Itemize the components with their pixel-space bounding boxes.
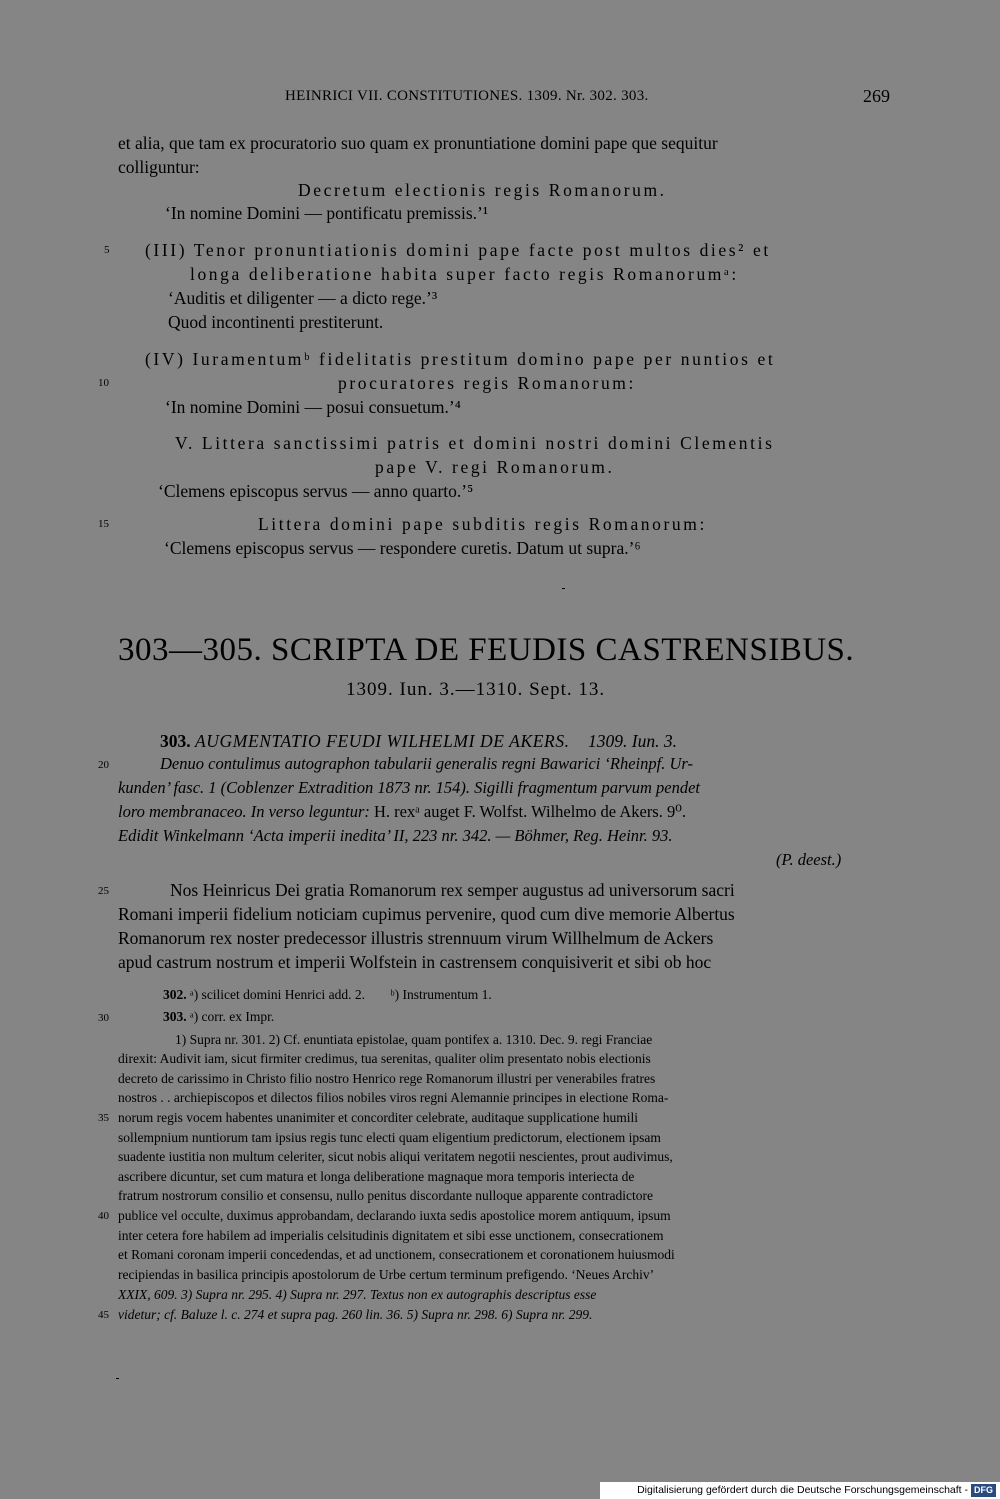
footnote-line: direxit: Audivit iam, sicut firmiter credimus, tua serenitas, qualiter olim presentato nobis electionis <box>118 1051 651 1066</box>
description-italic: loro membranaceo. In verso leguntur: <box>118 802 370 821</box>
line-number: 20 <box>98 759 109 771</box>
footnote-line: ascribere dicuntur, set cum matura et longa deliberatione magnaque mora temporis interiecta de <box>118 1169 635 1184</box>
separator-dot <box>562 588 565 589</box>
note-text: ᵇ) Instrumentum 1. <box>390 987 492 1002</box>
footnote-line: sollempnium nuntiorum tam ipsius regis tunc electi quam eligentium predictorum, electionem ipsam <box>118 1130 661 1145</box>
heading-line: Littera domini pape subditis regis Romanorum: <box>258 514 707 534</box>
line-number: 25 <box>98 885 109 897</box>
section-title: 303—305. SCRIPTA DE FEUDIS CASTRENSIBUS. <box>118 632 855 668</box>
heading-line: pape V. regi Romanorum. <box>375 457 615 477</box>
line-number: 35 <box>98 1112 109 1124</box>
text-line: Romanorum rex noster predecessor illustris strennuum virum Willhelmum de Ackers <box>118 928 714 948</box>
description-line: Denuo contulimus autographon tabularii generalis regni Bawarici ‘Rheinpf. Ur- <box>160 754 693 773</box>
heading-line: (III) Tenor pronuntiationis domini pape facte post multos dies² et <box>145 240 771 260</box>
critical-note <box>163 985 492 1005</box>
text-line: Nos Heinricus Dei gratia Romanorum rex semper augustus ad universorum sacri <box>170 880 735 900</box>
text-line: ‘Clemens episcopus servus — anno quarto.’⁵ <box>158 481 474 501</box>
text-line: Romani imperii fidelium noticiam cupimus pervenire, quod cum dive memorie Albertus <box>118 904 735 924</box>
document-heading <box>160 729 677 753</box>
footnote-line: et Romani coronam imperii concedendas, et ad unctionem, consecrationem et coronationem huiusmodi <box>118 1247 675 1262</box>
note-label: 303. <box>163 1009 187 1024</box>
document-number: 303. <box>160 731 191 751</box>
line-number: 10 <box>98 377 109 389</box>
line-number: 5 <box>104 244 110 256</box>
line-number: 45 <box>98 1309 109 1321</box>
text-line: Quod incontinenti prestiterunt. <box>168 312 384 332</box>
footer-text: Digitalisierung gefördert durch die Deutsche Forschungsgemeinschaft - <box>637 1484 968 1496</box>
footnote-line: fratrum nostrorum consilio et consensu, nullo penitus discordante nulloque apparente contradictore <box>118 1188 653 1203</box>
note-text: ᵃ) corr. ex Impr. <box>190 1009 275 1024</box>
margin-mark <box>116 1378 119 1379</box>
line-number: 40 <box>98 1210 109 1222</box>
heading-line: Decretum electionis regis Romanorum. <box>298 180 667 200</box>
footnote-line: 1) Supra nr. 301. 2) Cf. enuntiata epistolae, quam pontifex a. 1310. Dec. 9. regi Franciae <box>175 1032 653 1047</box>
running-header: HEINRICI VII. CONSTITUTIONES. 1309. Nr. 302. 303. <box>285 88 649 104</box>
text-line: colliguntur: <box>118 157 200 177</box>
note-label: 302. <box>163 987 187 1002</box>
footnote-line: decreto de carissimo in Christo filio nostro Henrico rege Romanorum illustri per venerabiles fratres <box>118 1071 656 1086</box>
critical-note <box>163 1007 274 1027</box>
footnote-line: recipiendas in basilica principis apostolorum de Urbe certum terminum prefigendo. ‘Neues Archiv’ <box>118 1267 655 1282</box>
description-line: Edidit Winkelmann ‘Acta imperii inedita’ II, 223 nr. 342. — Böhmer, Reg. Heinr. 93. <box>118 826 673 845</box>
dfg-logo: DFG <box>971 1484 996 1497</box>
digitization-footer <box>600 1482 1000 1499</box>
heading-line: V. Littera sanctissimi patris et domini nostri domini Clementis <box>175 433 775 453</box>
footnote-line: XXIX, 609. 3) Supra nr. 295. 4) Supra nr. 297. Textus non ex autographis descriptus esse <box>118 1287 597 1302</box>
footnote-line: norum regis vocem habentes unanimiter et concorditer celebrate, auditaque supplicatione humili <box>118 1110 638 1125</box>
heading-line: (IV) Iuramentumᵇ fidelitatis prestitum domino pape per nuntios et <box>145 349 776 369</box>
description-roman: H. rexᵃ auget F. Wolfst. Wilhelmo de Akers. 9⁰. <box>369 802 686 821</box>
document-date: 1309. Iun. 3. <box>588 731 677 751</box>
text-line: ‘In nomine Domini — pontificatu premissis.’¹ <box>165 203 489 223</box>
footnote-line: publice vel occulte, duximus approbandam, declarando iuxta sedis apostolice morem antiquum, ipsum <box>118 1208 671 1223</box>
text-line: ‘Auditis et diligenter — a dicto rege.’³ <box>168 288 438 308</box>
description-line: kunden’ fasc. 1 (Coblenzer Extradition 1873 nr. 154). Sigilli fragmentum parvum pendet <box>118 778 701 797</box>
line-number: 30 <box>98 1012 109 1024</box>
heading-line: procuratores regis Romanorum: <box>338 373 636 393</box>
footnote-line: suadente iustitia non multum celeriter, sicut nobis aliqui veritatem negotii nescientes, prout audivimus, <box>118 1149 673 1164</box>
footnote-line: videtur; cf. Baluze l. c. 274 et supra pag. 260 lin. 36. 5) Supra nr. 298. 6) Supra nr. 299. <box>118 1307 593 1322</box>
text-line: et alia, que tam ex procuratorio suo quam ex pronuntiatione domini pape que sequitur <box>118 133 718 153</box>
footnote-line: nostros . . archiepiscopos et dilectos filios nobiles viros regni Alemannie principes in electione Roma- <box>118 1090 669 1105</box>
footnote-line: inter cetera fore habilem ad imperialis celsitudinis dignitatem et sibi esse unctionem, consecrationem <box>118 1228 664 1243</box>
description-line: (P. deest.) <box>776 850 842 869</box>
line-number: 15 <box>98 518 109 530</box>
section-dates: 1309. Iun. 3.—1310. Sept. 13. <box>346 679 606 700</box>
page-number: 269 <box>863 86 890 106</box>
text-line: ‘In nomine Domini — posui consuetum.’⁴ <box>165 397 461 417</box>
heading-line: longa deliberatione habita super facto regis Romanorumᵃ: <box>190 264 739 284</box>
document-title: AUGMENTATIO FEUDI WILHELMI DE AKERS. <box>195 731 570 751</box>
text-line: ‘Clemens episcopus servus — respondere curetis. Datum ut supra.’⁶ <box>164 538 641 558</box>
description-line <box>118 800 686 824</box>
text-line: apud castrum nostrum et imperii Wolfstein in castrensem conquisiverit et sibi ob hoc <box>118 952 712 972</box>
note-text: ᵃ) scilicet domini Henrici add. 2. <box>190 987 366 1002</box>
